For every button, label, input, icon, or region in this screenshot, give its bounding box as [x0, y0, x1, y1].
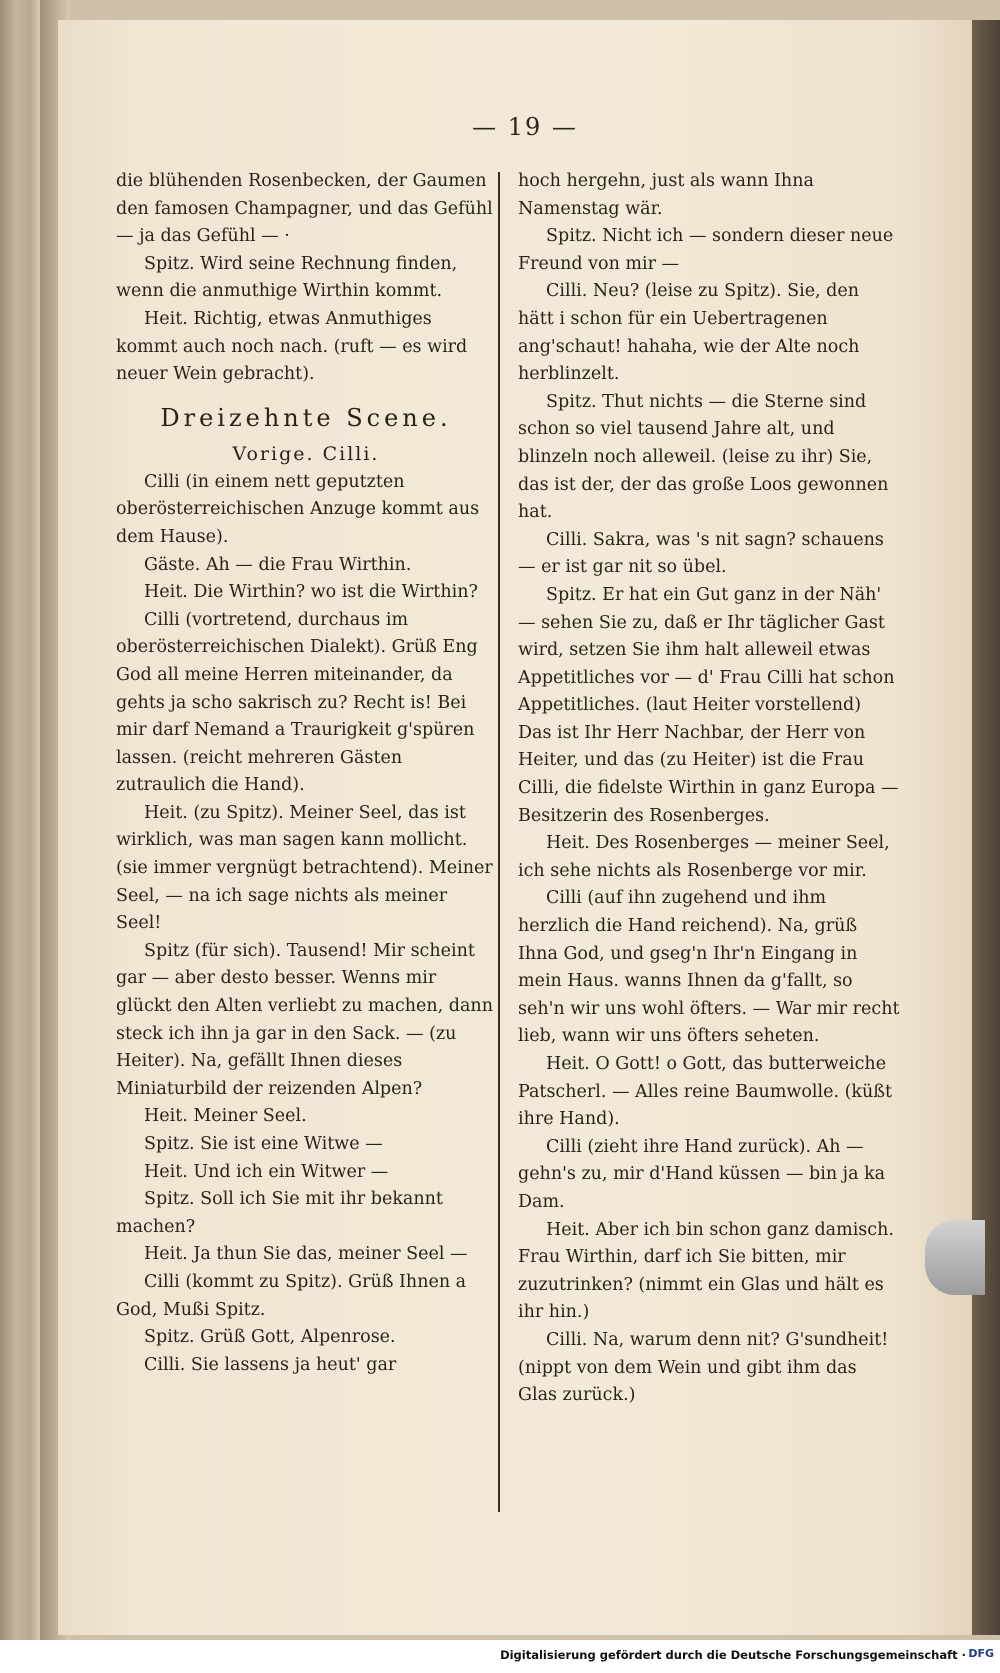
- text-paragraph: Heit. Meiner Seel.: [144, 1106, 307, 1127]
- text-paragraph: Heit. Aber ich bin schon ganz damisch. Frau Wirthin, darf ich Sie bitten, mir zuzutrinken? (nimmt ein Glas und hält es ihr hin.): [518, 1219, 894, 1323]
- text-paragraph: Cilli (auf ihn zugehend und ihm herzlich die Hand reichend). Na, grüß Ihna God, und gseg'n Ihr'n Eingang in mein Haus. wanns Ihnen da g'fallt, so seh'n wir uns wohl öfters. — War mir recht lieb, wann wir uns öfters seheten.: [518, 888, 900, 1047]
- column-divider: [498, 172, 500, 1512]
- right-column-text: [518, 168, 900, 1410]
- text-paragraph: Cilli. Sakra, was 's nit sagn? schauens — er ist gar nit so übel.: [518, 529, 884, 578]
- text-paragraph: Spitz. Sie ist eine Witwe —: [144, 1134, 383, 1154]
- facing-page-edge: [0, 0, 40, 1640]
- text-paragraph: Heit. O Gott! o Gott, das butterweiche Patscherl. — Alles reine Baumwolle. (küßt ihre Hand).: [518, 1054, 893, 1130]
- text-paragraph: Cilli. Sie lassens ja heut' gar: [144, 1354, 397, 1375]
- text-paragraph: Spitz (für sich). Tausend! Mir scheint gar — aber desto besser. Wenns mir glückt den Alten verliebt zu machen, dann steck ich ihn ja gar in den Sack. — (zu Heiter). Na, gefällt Ihnen dieses Miniaturbild der reizenden Alpen?: [116, 940, 493, 1099]
- text-paragraph: Cilli (zieht ihre Hand zurück). Ah — gehn's zu, mir d'Hand küssen — bin ja ka Dam.: [518, 1136, 886, 1212]
- text-paragraph: Spitz. Thut nichts — die Sterne sind schon so viel tausend Jahre alt, und blinzeln noch alleweil. (leise zu ihr) Sie, das ist der, der das große Loos gewonnen hat.: [518, 391, 889, 523]
- left-column-text: [116, 168, 496, 1379]
- scanner-tab-marker: [925, 1220, 985, 1295]
- text-paragraph: Spitz. Soll ich Sie mit ihr bekannt machen?: [116, 1189, 443, 1237]
- text-paragraph: Heit. Richtig, etwas Anmuthiges kommt auch noch nach. (ruft — es wird neuer Wein gebracht).: [116, 308, 468, 385]
- text-paragraph: Spitz. Grüß Gott, Alpenrose.: [144, 1327, 396, 1348]
- text-paragraph: Cilli (vortretend, durchaus im oberösterreichischen Dialekt). Grüß Eng God all meine Herren miteinander, da gehts ja scho sakrisch zu? Recht is! Bei mir darf Nemand a Traurigkeit g'spüren lassen. (reicht mehreren Gästen zutraulich die Hand).: [116, 609, 478, 796]
- text-paragraph: Spitz. Er hat ein Gut ganz in der Näh' — sehen Sie zu, daß er Ihr täglicher Gast wird, setzen Sie ihm halt alleweil etwas Appetitliches vor — d' Frau Cilli hat schon Appetitliches. (laut Heiter vorstellend) Das ist Ihr Herr Nachbar, der Herr von Heiter, und das (zu Heiter) ist die Frau Cilli, die fidelste Wirthin in ganz Europa — Besitzerin des Rosenberges.: [518, 584, 899, 826]
- text-paragraph: Cilli (in einem nett geputzten oberösterreichischen Anzuge kommt aus dem Hause).: [116, 471, 480, 547]
- page-number: — 19 —: [472, 113, 578, 141]
- text-paragraph: Heit. Und ich ein Witwer —: [144, 1161, 389, 1182]
- text-paragraph: Cilli. Na, warum denn nit? G'sundheit! (nippt von dem Wein und gibt ihm das Glas zurück.): [518, 1329, 889, 1406]
- text-paragraph: Spitz. Nicht ich — sondern dieser neue Freund von mir —: [518, 226, 894, 274]
- text-paragraph: Heit. (zu Spitz). Meiner Seel, das ist wirklich, was man sagen kann mollicht. (sie immer vergnügt betrachtend). Meiner Seel, — na ich sage nichts als meiner Seel!: [116, 802, 493, 934]
- funding-credit: Digitalisierung gefördert durch die Deutsche Forschungsgemeinschaft ·: [500, 1648, 966, 1662]
- text-paragraph: die blühenden Rosenbecken, der Gaumen den famosen Champagner, und das Gefühl — ja das Gefühl — ·: [116, 171, 493, 247]
- page-fore-edge: [972, 20, 1000, 1635]
- text-paragraph: Cilli. Neu? (leise zu Spitz). Sie, den hätt i schon für ein Uebertragenen ang'schaut! hahaha, wie der Alte noch herblinzelt.: [518, 281, 860, 385]
- scene-characters: Vorige. Cilli.: [232, 442, 380, 465]
- text-paragraph: Heit. Ja thun Sie das, meiner Seel —: [144, 1244, 468, 1265]
- scene-heading: Dreizehnte Scene.: [160, 403, 452, 432]
- text-paragraph: Heit. Des Rosenberges — meiner Seel, ich sehe nichts als Rosenberge vor mir.: [518, 833, 890, 881]
- text-paragraph: Heit. Die Wirthin? wo ist die Wirthin?: [144, 582, 478, 603]
- dfg-logo: DFG: [968, 1647, 994, 1660]
- text-paragraph: Cilli (kommt zu Spitz). Grüß Ihnen a God, Mußi Spitz.: [116, 1271, 467, 1320]
- text-paragraph: hoch hergehn, just als wann Ihna Namenstag wär.: [518, 171, 814, 219]
- text-paragraph: Spitz. Wird seine Rechnung finden, wenn die anmuthige Wirthin kommt.: [116, 253, 458, 302]
- text-paragraph: Gäste. Ah — die Frau Wirthin.: [144, 554, 412, 575]
